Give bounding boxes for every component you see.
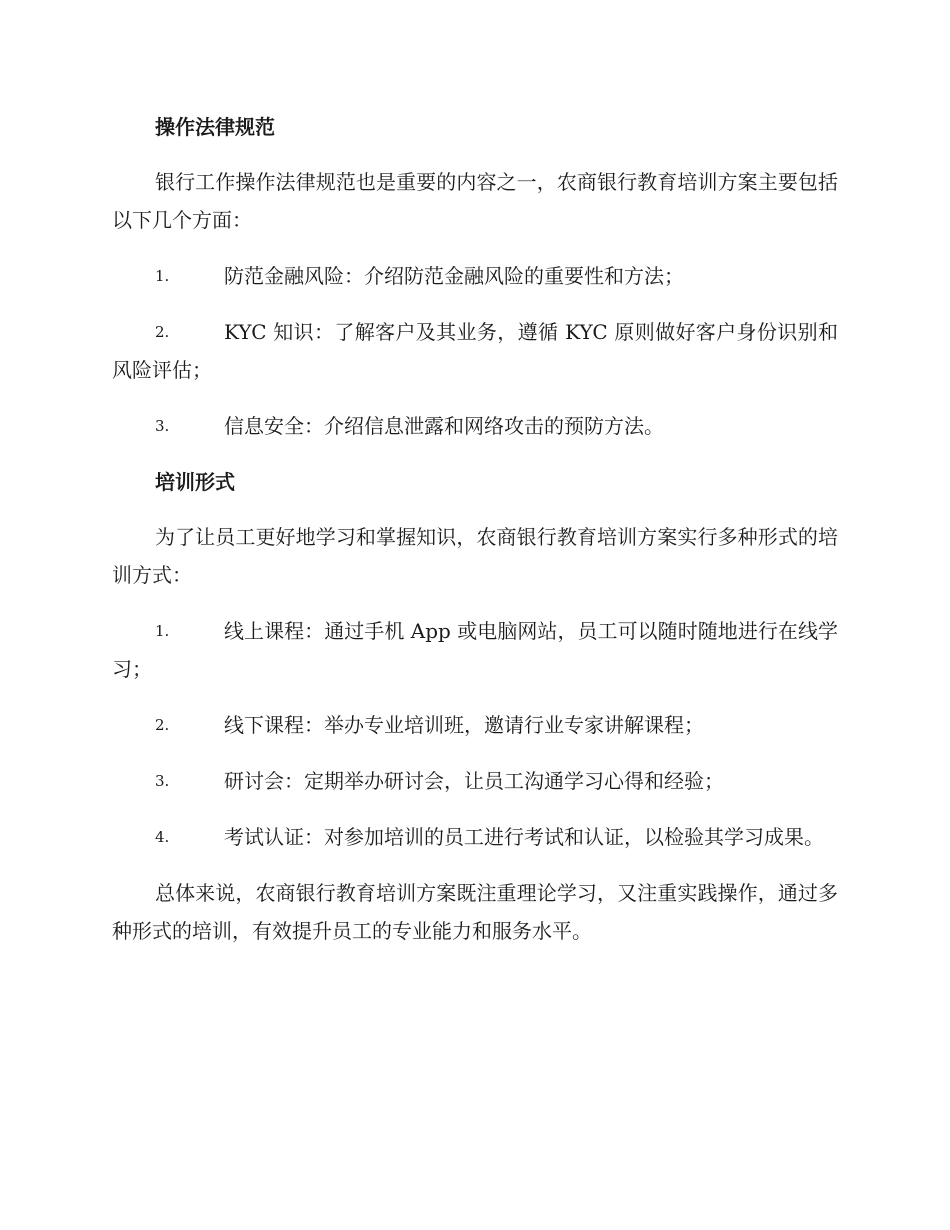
document-body: [112, 108, 838, 968]
list-item: [112, 407, 838, 445]
list-item-number: 1.: [155, 622, 170, 640]
list-item-text: 研讨会：定期举办研讨会，让员工沟通学习心得和经验；: [224, 769, 724, 793]
list-item-text: 线下课程：举办专业培训班，邀请行业专家讲解课程；: [224, 713, 704, 737]
conclusion-paragraph: 总体来说，农商银行教育培训方案既注重理论学习，又注重实践操作，通过多种形式的培训，有效提升员工的专业能力和服务水平。: [112, 881, 838, 943]
list-item-number: 4.: [155, 828, 170, 846]
list-legal: [112, 257, 838, 445]
list-item: [112, 762, 838, 800]
section-intro-legal: 银行工作操作法律规范也是重要的内容之一，农商银行教育培训方案主要包括以下几个方面：: [112, 170, 838, 232]
list-item: [112, 313, 838, 389]
list-item: [112, 706, 838, 744]
list-item-text: 信息安全：介绍信息泄露和网络攻击的预防方法。: [224, 414, 664, 438]
list-item-text: 考试认证：对参加培训的员工进行考试和认证，以检验其学习成果。: [224, 825, 824, 849]
list-item-number: 1.: [155, 267, 170, 285]
list-item-number: 3.: [155, 417, 170, 435]
list-item-text: 防范金融风险：介绍防范金融风险的重要性和方法；: [224, 264, 684, 288]
section-heading-legal: 操作法律规范: [155, 115, 275, 139]
section-heading-format: 培训形式: [155, 470, 235, 494]
list-item: [112, 257, 838, 295]
list-item: [112, 612, 838, 688]
list-item-text: 线上课程：通过手机 App 或电脑网站，员工可以随时随地进行在线学习；: [112, 619, 838, 681]
list-format: [112, 612, 838, 856]
list-item-number: 3.: [155, 772, 170, 790]
section-intro-format: 为了让员工更好地学习和掌握知识，农商银行教育培训方案实行多种形式的培训方式：: [112, 525, 838, 587]
list-item-number: 2.: [155, 323, 170, 341]
list-item-text: KYC 知识：了解客户及其业务，遵循 KYC 原则做好客户身份识别和风险评估；: [112, 320, 838, 382]
list-item-number: 2.: [155, 716, 170, 734]
list-item: [112, 818, 838, 856]
